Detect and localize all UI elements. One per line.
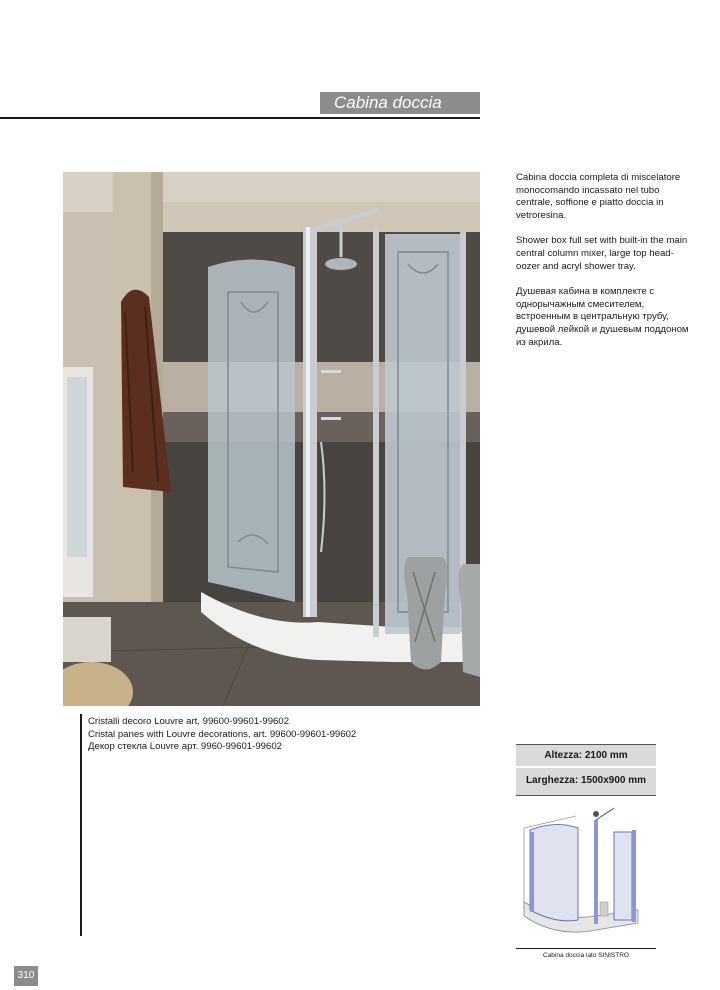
caption-rule (80, 714, 82, 936)
spec-width: Larghezza: 1500x900 mm (516, 768, 656, 796)
caption-english: Cristal panes with Louvre decorations, art. 99600-99601-99602 (88, 728, 357, 740)
caption-italian: Cristalli decoro Louvre art. 99600-99601-99602 (88, 716, 290, 727)
caption-russian: Декор стекла Louvre арт. 9960-99601-99602 (88, 741, 283, 753)
spec-box (516, 744, 656, 959)
description-russian: Душевая кабина в комплекте с однорычажным смесителем, встроенным в центральную трубу, душевой лейкой и душевым поддоном из акрила. (516, 286, 689, 348)
drawing-caption: Cabina doccia lato SINISTRO (543, 952, 629, 959)
spec-height: Altezza: 2100 mm (516, 744, 656, 766)
spec-rule (516, 948, 656, 949)
description-italian: Cabina doccia completa di miscelatore monocomando incassato nel tubo centrale, soffione e piatto doccia in vetroresina. (516, 172, 681, 221)
photo-caption (88, 716, 388, 754)
product-description (516, 172, 696, 362)
technical-drawing (516, 798, 656, 943)
shower-cabin-photo (63, 172, 480, 706)
section-title-tab (320, 92, 480, 114)
page-number: 310 (14, 966, 38, 986)
section-title: Cabina doccia (334, 93, 442, 112)
product-photo (63, 172, 480, 706)
description-english: Shower box full set with built-in the main central column mixer, large top head-oozer and acryl shower tray. (516, 235, 688, 272)
header-rule (0, 117, 480, 119)
